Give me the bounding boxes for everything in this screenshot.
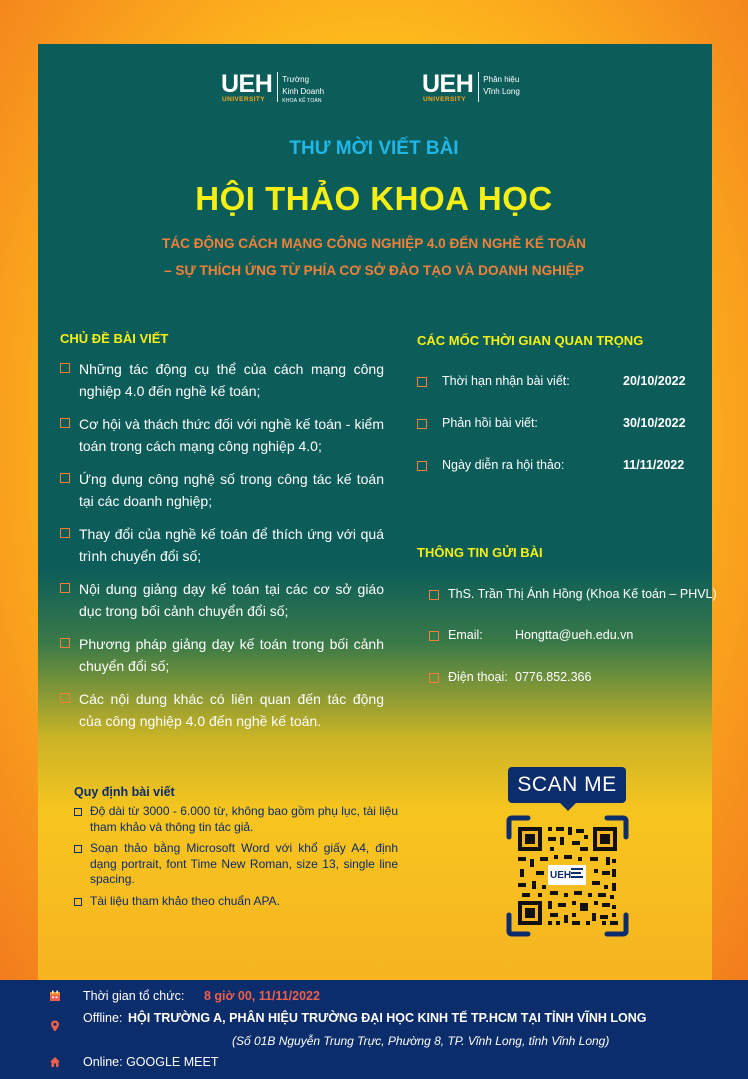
checkbox-icon: [429, 590, 439, 600]
checkbox-icon: [60, 528, 70, 538]
calendar-icon: [49, 990, 61, 1002]
checkbox-icon: [417, 419, 427, 429]
subtitle-line-2: – SỰ THÍCH ỨNG TỪ PHÍA CƠ SỞ ĐÀO TẠO VÀ DOANH NGHIỆP: [164, 263, 584, 278]
milestones-heading: CÁC MỐC THỜI GIAN QUAN TRỌNG: [417, 333, 644, 348]
home-icon: [49, 1056, 61, 1068]
page-title: HỘI THẢO KHOA HỌC: [195, 180, 553, 217]
checkbox-icon: [74, 845, 82, 853]
offline-label: Offline:: [83, 1011, 123, 1025]
checkbox-icon: [60, 693, 70, 703]
location-pin-icon: [49, 1020, 61, 1032]
subtitle-line-1: TÁC ĐỘNG CÁCH MẠNG CÔNG NGHIỆP 4.0 ĐẾN NGHỀ KẾ TOÁN: [162, 236, 586, 251]
checkbox-icon: [60, 418, 70, 428]
phone-number: 0776.852.366: [515, 670, 592, 684]
online-info: Online: GOOGLE MEET: [83, 1055, 219, 1069]
checkbox-icon: [429, 673, 439, 683]
checkbox-icon: [74, 898, 82, 906]
checkbox-icon: [429, 631, 439, 641]
ueh-vinh-long-logo: UEH UNIVERSITY Phân hiệu Vĩnh Long: [422, 70, 520, 103]
qr-center-logo: UEH: [550, 870, 572, 881]
topic-item: Ứng dụng công nghệ số trong công tác kế toán tại các doanh nghiệp;: [60, 468, 384, 512]
checkbox-icon: [60, 363, 70, 373]
email-link[interactable]: Hongtta@ueh.edu.vn: [515, 628, 634, 642]
topic-item: Thay đổi của nghề kế toán để thích ứng với quá trình chuyển đổi số;: [60, 523, 384, 567]
rules-heading: Quy định bài viết: [74, 785, 175, 799]
checkbox-icon: [60, 583, 70, 593]
checkbox-icon: [417, 377, 427, 387]
topic-item: Những tác động cụ thể của cách mạng công nghiệp 4.0 đến nghề kế toán;: [60, 358, 384, 402]
rule-item: Soạn thảo bằng Microsoft Word với khổ giấy A4, định dạng portrait, font Time New Roman, size 13, single line spacing.: [74, 841, 398, 888]
time-label: Thời gian tổ chức:: [83, 989, 185, 1003]
rule-item: Tài liệu tham khảo theo chuẩn APA.: [74, 894, 398, 910]
checkbox-icon: [60, 638, 70, 648]
topics-list: [60, 358, 384, 743]
scan-me-badge: SCAN ME: [508, 767, 626, 803]
checkbox-icon: [60, 473, 70, 483]
checkbox-icon: [417, 461, 427, 471]
qr-code[interactable]: [506, 815, 629, 937]
topic-item: Các nội dung khác có liên quan đến tác động của công nghiệp 4.0 đến nghề kế toán.: [60, 688, 384, 732]
topic-item: Cơ hội và thách thức đối với nghề kế toán - kiểm toán trong cách mạng công nghiệp 4.0;: [60, 413, 384, 457]
topic-item: Phương pháp giảng dạy kế toán trong bối cảnh chuyển đổi số;: [60, 633, 384, 677]
rules-list: [74, 804, 398, 915]
offline-venue: HỘI TRƯỜNG A, PHÂN HIỆU TRƯỜNG ĐẠI HỌC KINH TẾ TP.HCM TẠI TỈNH VĨNH LONG: [128, 1011, 647, 1025]
topic-item: Nội dung giảng dạy kế toán tại các cơ sở giáo dục trong bối cảnh chuyển đổi số;: [60, 578, 384, 622]
topics-heading: CHỦ ĐỀ BÀI VIẾT: [60, 331, 169, 346]
time-value: 8 giờ 00, 11/11/2022: [204, 989, 320, 1003]
ueh-business-school-logo: UEH UNIVERSITY Trường Kinh Doanh KHOA KẾ TOÁN: [221, 70, 325, 104]
rule-item: Độ dài từ 3000 - 6.000 từ, không bao gồm phụ lục, tài liệu tham khảo và thông tin tác giả.: [74, 804, 398, 835]
submission-heading: THÔNG TIN GỬI BÀI: [417, 545, 543, 560]
venue-address: (Số 01B Nguyễn Trung Trực, Phường 8, TP. Vĩnh Long, tỉnh Vĩnh Long): [232, 1034, 610, 1048]
invitation-label: THƯ MỜI VIẾT BÀI: [289, 138, 459, 159]
checkbox-icon: [74, 808, 82, 816]
